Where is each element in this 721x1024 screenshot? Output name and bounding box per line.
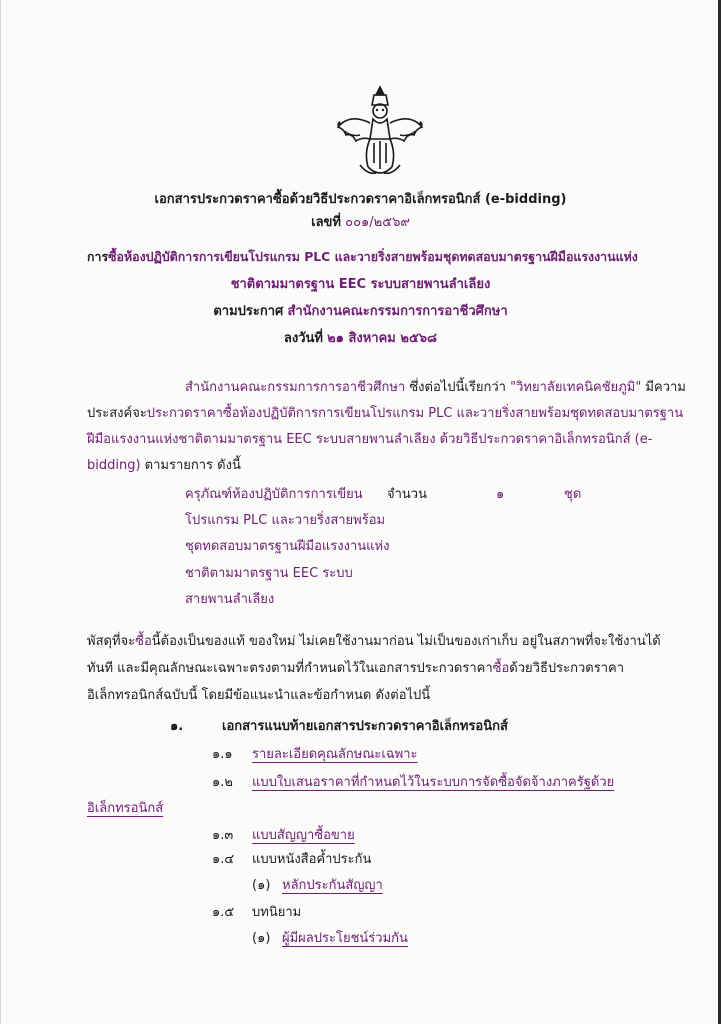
body-line-1: พัสดุที่จะซื้อนี้ต้องเป็นของแท้ ของใหม่ ไม่เคยใช้งานมาก่อน ไม่เป็นของเก่าเก็บ อยู่ในสภาพที่จะใช้งานได้	[87, 634, 661, 649]
quantity-value: ๑	[496, 487, 505, 502]
attachment-number: ๑.๔	[212, 852, 235, 867]
document-number	[0, 214, 721, 232]
attachment-link-contract-guarantee[interactable]: หลักประกันสัญญา	[282, 878, 383, 893]
attachment-link-joint-interest[interactable]: ผู้มีผลประโยชน์ร่วมกัน	[282, 931, 408, 946]
attachment-number: ๑.๒	[212, 775, 233, 790]
agency-name: สำนักงานคณะกรรมการการอาชีวศึกษา	[185, 380, 406, 395]
date-value: ๒๑ สิงหาคม ๒๕๖๘	[327, 331, 438, 346]
attachment-guarantee-heading: แบบหนังสือค้ำประกัน	[252, 852, 372, 867]
sub-item-number: (๑)	[252, 931, 271, 946]
item-name-line: ชุดทดสอบมาตรฐานฝีมือแรงงานแห่ง	[185, 539, 390, 554]
item-name-line: ครุภัณฑ์ห้องปฏิบัติการการเขียน	[185, 487, 363, 502]
body-line-3: อิเล็กทรอนิกส์ฉบับนี้ โดยมีข้อแนะนำและข้อกำหนด ดังต่อไปนี้	[87, 688, 431, 703]
intro-line-4: bidding) ตามรายการ ดังนี้	[87, 458, 241, 473]
announce-label: ตามประกาศ	[213, 304, 284, 319]
number-label: เลขที่	[311, 215, 342, 230]
subject-text: ซื้อห้องปฏิบัติการการเขียนโปรแกรม PLC และวายริ่งสายพร้อมชุดทดสอบมาตรฐานฝีมือแรงงานแห่ง	[108, 249, 638, 264]
attachment-link-spec[interactable]: รายละเอียดคุณลักษณะเฉพาะ	[252, 747, 418, 762]
attachment-number: ๑.๕	[212, 905, 235, 920]
announcement-line	[0, 303, 721, 321]
intro-line-1: สำนักงานคณะกรรมการการอาชีวศึกษา ซึ่งต่อไปนี้เรียกว่า "วิทยาลัยเทคนิคชัยภูมิ" มีความ	[185, 380, 686, 395]
item-name-line: โปรแกรม PLC และวายริ่งสายพร้อม	[185, 513, 386, 528]
attachment-link-contract[interactable]: แบบสัญญาซื้อขาย	[252, 828, 355, 843]
document-title: เอกสารประกวดราคาซื้อด้วยวิธีประกวดราคาอิเล็กทรอนิกส์ (e-bidding)	[154, 192, 567, 207]
intro-line-3: ฝีมือแรงงานแห่งชาติตามมาตรฐาน EEC ระบบสายพานลำเลียง ด้วยวิธีประกวดราคาอิเล็กทรอนิกส์ (e-	[87, 432, 653, 447]
date-line	[0, 330, 721, 348]
item-name-line: ชาติตามมาตรฐาน EEC ระบบ	[185, 566, 353, 581]
attachment-number: ๑.๓	[212, 828, 234, 843]
scan-edge-left	[0, 0, 1, 1024]
item-name-line: สายพานลำเลียง	[185, 592, 275, 607]
attachment-link-bid-form-cont[interactable]: อิเล็กทรอนิกส์	[87, 801, 164, 816]
quantity-label: จำนวน	[387, 487, 427, 502]
college-name: "วิทยาลัยเทคนิคชัยภูมิ"	[510, 380, 642, 395]
quantity-unit: ชุด	[564, 487, 582, 502]
attachment-number: ๑.๑	[212, 747, 233, 762]
section-title: เอกสารแนบท้ายเอกสารประกวดราคาอิเล็กทรอนิกส์	[222, 719, 508, 734]
subject-line-1	[87, 248, 707, 266]
intro-line-2: ประสงค์จะประกวดราคาซื้อห้องปฏิบัติการการเขียนโปรแกรม PLC และวายริ่งสายพร้อมชุดทดสอบมาตรฐาน	[87, 406, 684, 421]
number-value: ๐๐๑/๒๕๖๙	[345, 215, 410, 230]
attachment-link-bid-form[interactable]: แบบใบเสนอราคาที่กำหนดไว้ในระบบการจัดซื้อจัดจ้างภาครัฐด้วย	[252, 775, 615, 790]
section-number: ๑.	[170, 719, 184, 734]
body-line-2: ทันที และมีคุณลักษณะเฉพาะตรงตามที่กำหนดไว้ในเอกสารประกวดราคาซื้อด้วยวิธีประกวดราคา	[87, 661, 624, 676]
subject-line-2: ชาติตามมาตรฐาน EEC ระบบสายพานลำเลียง	[230, 277, 491, 292]
sub-item-number: (๑)	[252, 878, 271, 893]
subject-label: การ	[87, 249, 109, 264]
garuda-emblem-icon	[330, 83, 430, 183]
date-label: ลงวันที่	[283, 331, 323, 346]
attachment-definitions-heading: บทนิยาม	[252, 905, 302, 920]
announce-value: สำนักงานคณะกรรมการการอาชีวศึกษา	[287, 304, 508, 319]
